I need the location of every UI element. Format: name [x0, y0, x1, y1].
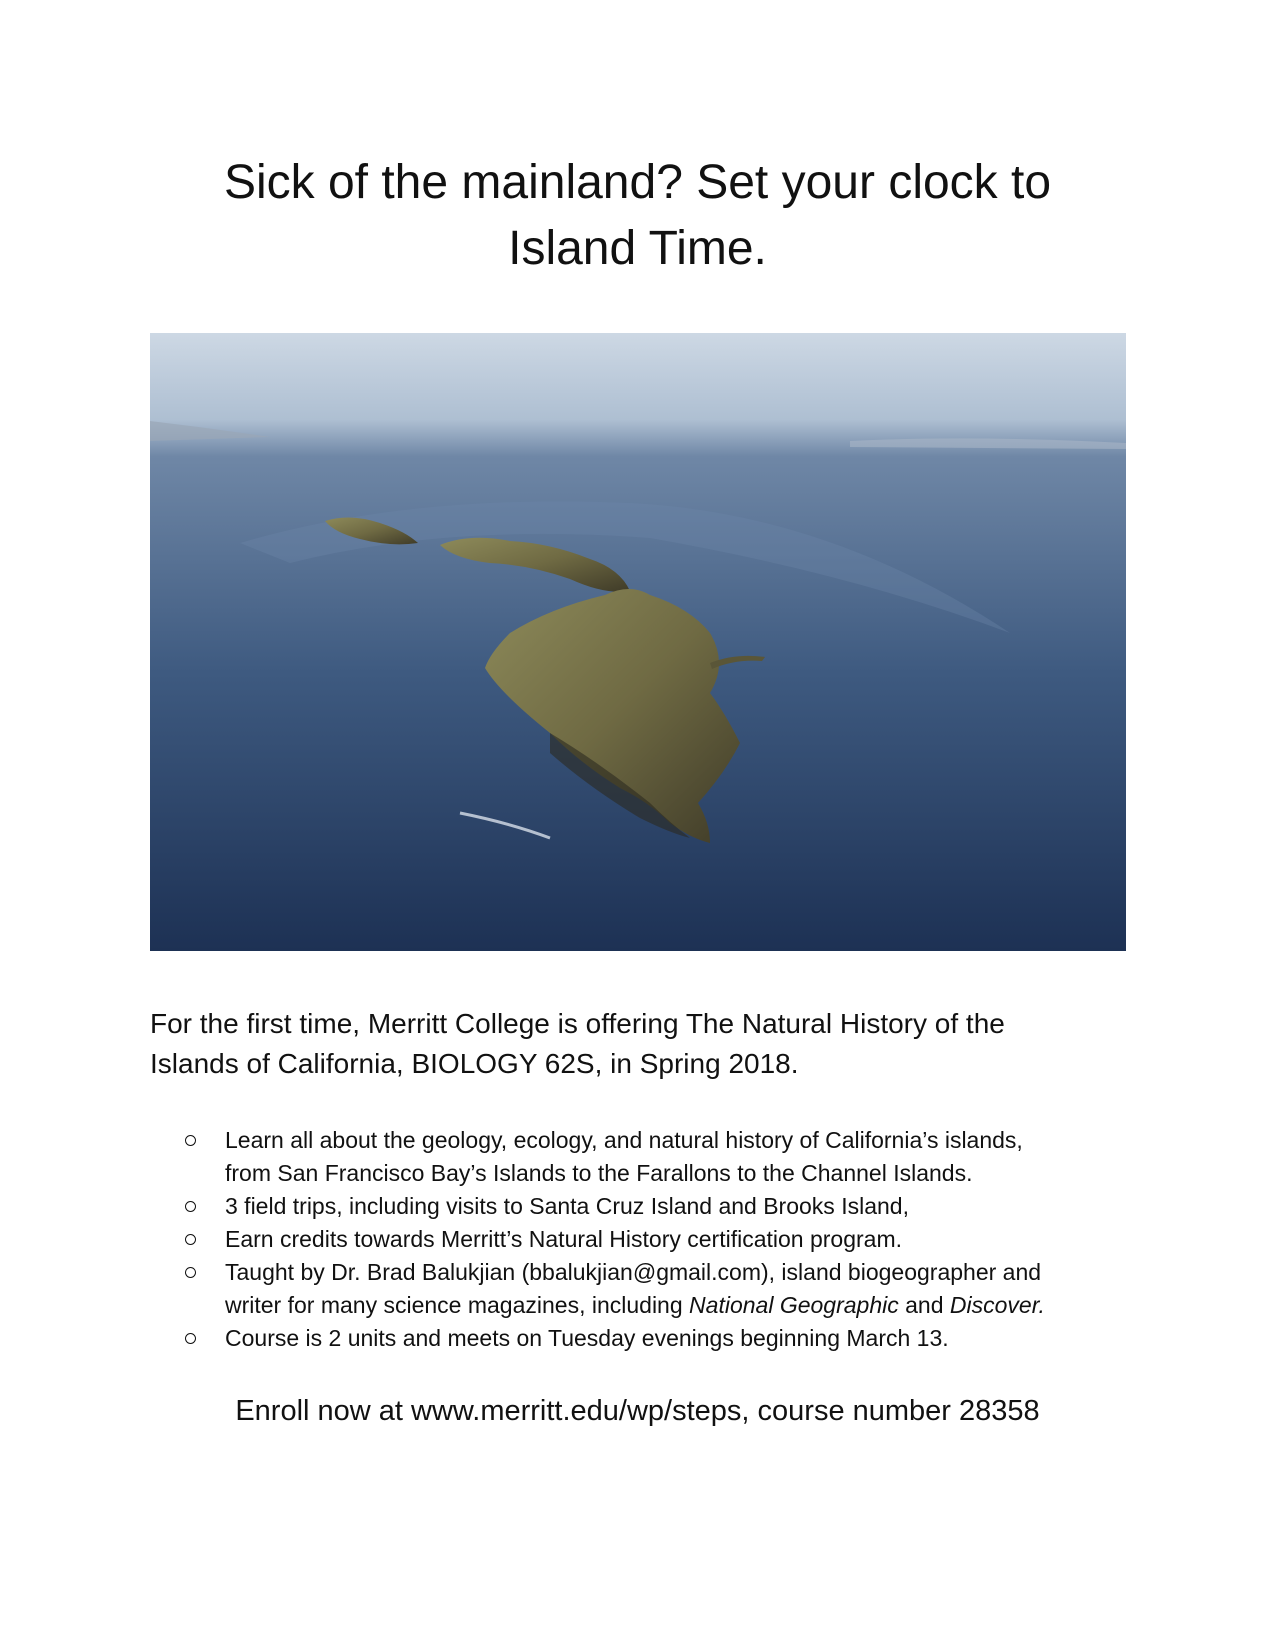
course-details-list: [185, 1124, 1125, 1355]
bullet-icon: [185, 1234, 196, 1245]
bullet-icon: [185, 1333, 196, 1344]
bullet-icon: [185, 1201, 196, 1212]
headline-line-1: Sick of the mainland? Set your clock to: [223, 156, 1052, 209]
magazine-name: Discover.: [949, 1292, 1045, 1318]
magazine-name: National Geographic: [689, 1292, 899, 1318]
intro-line-1: For the first time, Merritt College is offering The Natural History of the: [150, 1008, 1005, 1039]
bullet-text: Taught by Dr. Brad Balukjian (bbalukjian@gmail.com), island biogeographer and: [225, 1259, 1042, 1285]
bullet-text: Course is 2 units and meets on Tuesday evenings beginning March 13.: [225, 1325, 949, 1351]
intro-paragraph: [150, 1004, 1130, 1084]
aerial-island-photo: [150, 333, 1126, 951]
list-item: [185, 1322, 1125, 1355]
bullet-text: writer for many science magazines, including: [225, 1292, 690, 1318]
list-item: [185, 1256, 1125, 1322]
bullet-text: Earn credits towards Merritt’s Natural History certification program.: [225, 1226, 903, 1252]
bullet-text: from San Francisco Bay’s Islands to the Farallons to the Channel Islands.: [225, 1160, 973, 1186]
bullet-text: and: [898, 1292, 950, 1318]
bullet-text: Learn all about the geology, ecology, and natural history of California’s islands,: [225, 1127, 1023, 1153]
headline: [150, 150, 1125, 282]
list-item: [185, 1223, 1125, 1256]
headline-line-2: Island Time.: [508, 222, 767, 275]
enroll-line: Enroll now at www.merritt.edu/wp/steps, course number 28358: [235, 1395, 1040, 1427]
list-item: [185, 1190, 1125, 1223]
intro-line-2: Islands of California, BIOLOGY 62S, in Spring 2018.: [150, 1048, 799, 1079]
bullet-icon: [185, 1267, 196, 1278]
list-item: [185, 1124, 1125, 1190]
bullet-text: 3 field trips, including visits to Santa Cruz Island and Brooks Island,: [225, 1193, 909, 1219]
bullet-icon: [185, 1135, 196, 1146]
